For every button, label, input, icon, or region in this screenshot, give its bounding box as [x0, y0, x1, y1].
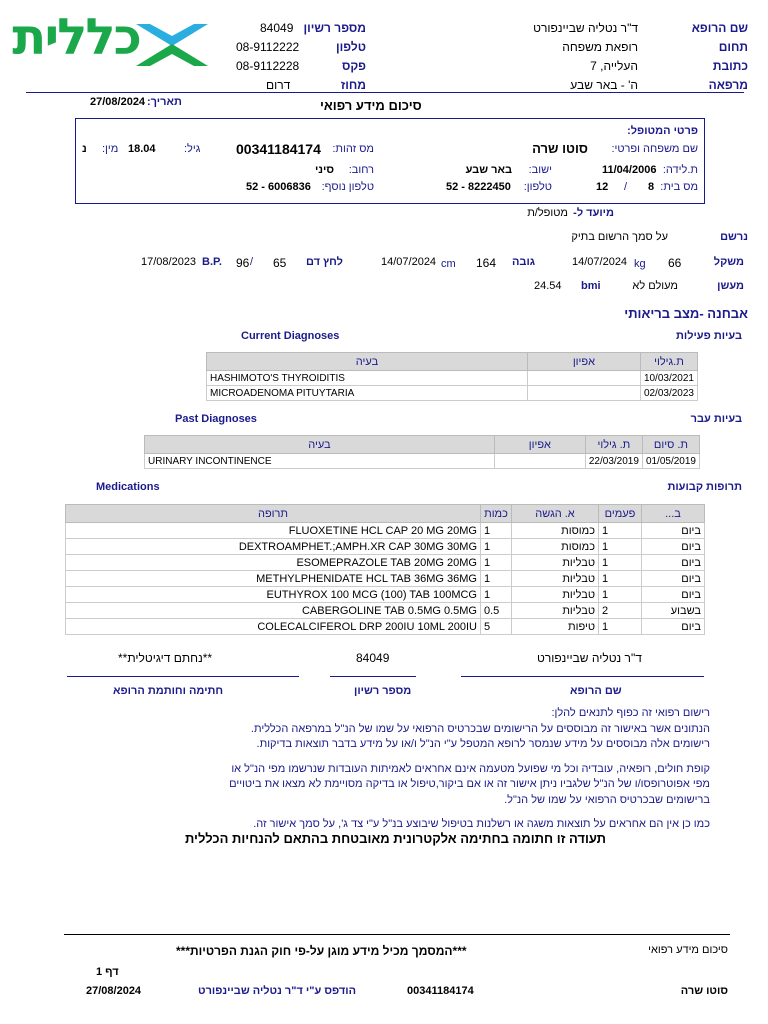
bp-date: 17/08/2023 [141, 256, 197, 268]
diagnosis-date: 02/03/2023 [640, 386, 697, 401]
past-label-he: בעיות עבר [690, 413, 742, 425]
clalit-logo [12, 8, 212, 74]
weight-value: 66 [668, 256, 682, 270]
clinic-name: ה' - באר שבע [570, 78, 638, 92]
birth-label: ת.לידה: [662, 164, 698, 176]
license-label: מספר רשיון [303, 21, 366, 35]
recorded-label: נרשם [720, 231, 748, 243]
med-quantity: 1 [481, 523, 512, 539]
birth-date: 11/04/2006 [602, 164, 657, 176]
height-date: 14/07/2024 [381, 256, 437, 268]
past-label-en: Past Diagnoses [175, 413, 257, 425]
med-drug: EUTHYROX 100 MCG (100) TAB 100MCG [66, 587, 481, 603]
col-date: ת.גילוי [640, 353, 697, 371]
signature-doctor-label: שם הרופא [570, 685, 622, 697]
med-frequency: ביום [642, 539, 705, 555]
diagnosis-title: אבחנה -מצב בריאותי [624, 306, 748, 321]
bp-separator: / [250, 256, 254, 268]
diagnosis-type [527, 371, 640, 386]
apartment-number: 12 [596, 181, 609, 193]
med-quantity: 5 [481, 619, 512, 635]
disclaimer-notes [229, 706, 710, 833]
bp-diastolic: 96 [236, 256, 250, 270]
footer-privacy: ***המסמך מכיל מידע מוגן על-פי חוק הגנת הפרטיות*** [176, 944, 467, 958]
field-label: תחום [718, 40, 748, 54]
bp-label: לחץ דם [306, 256, 343, 268]
table-row [145, 454, 700, 469]
current-label-en: Current Diagnoses [241, 330, 340, 342]
table-row [66, 619, 705, 635]
clinic-label: מרפאה [708, 78, 748, 92]
med-quantity: 1 [481, 539, 512, 555]
note-line: קופת חולים, רופאיה, עובדיה וכל מי שפועל מטעמה אינם אחראים לאמיתות העובדות שנרשמו מפי הנ"ל או [231, 762, 710, 775]
table-row [207, 371, 698, 386]
note-line: מפי אפוטרופסו/ו של הנ"ל שלגביו ניתן אישור זה או אם ביקור,טיפול או בדיקה מסויימת לא מצאו את ביטויים [229, 778, 710, 790]
table-row [207, 386, 698, 401]
patient-sex-label: מין: [102, 143, 119, 155]
col-drug: תרופה [66, 505, 481, 523]
note-line: כמו כן אין הם אחראים על תוצאות משגה או רשלנות בטיפול שיבוצע בנ"ל ע"י צד ג', על סמך אישור זה. [253, 818, 710, 830]
clinic-address: העלייה, 7 [590, 59, 638, 73]
patient-age: 18.04 [128, 143, 156, 155]
bmi-value: 24.54 [534, 280, 562, 292]
street: סיני [314, 164, 334, 176]
col-quantity: כמות [481, 505, 512, 523]
license-number: 84049 [260, 21, 294, 35]
patient-id-label: מס זהות: [332, 143, 374, 155]
med-times: 1 [599, 555, 642, 571]
patient-name-label: שם משפחה ופרטי: [611, 143, 698, 155]
med-frequency: ביום [642, 523, 705, 539]
signature-sign-label: חתימה וחותמת הרופא [113, 685, 224, 697]
col-frequency: ב... [642, 505, 705, 523]
footer-patient: סוטו שרה [680, 985, 728, 997]
patient-phone: 52 - 8222450 [446, 181, 511, 193]
weight-unit: kg [634, 258, 646, 270]
house-label: מס בית: [660, 181, 698, 193]
height-value: 164 [476, 256, 497, 270]
signature-digital: **נחתם דיגיטלית** [118, 651, 213, 665]
signature-doctor: ד"ר נטליה שביינפורט [537, 651, 642, 665]
diagnosis-date: 22/03/2019 [585, 454, 642, 469]
house-number: 8 [648, 181, 655, 193]
med-form: טיפות [512, 619, 599, 635]
diagnosis-date: 10/03/2021 [640, 371, 697, 386]
address-label: כתובת [712, 59, 748, 73]
med-drug: DEXTROAMPHET.;AMPH.XR CAP 30MG 30MG [66, 539, 481, 555]
city-label: ישוב: [528, 164, 552, 176]
col-type: אפיון [494, 436, 585, 454]
doctor-field: רופאת משפחה [562, 40, 638, 54]
col-times: פעמים [599, 505, 642, 523]
current-label-he: בעיות פעילות [675, 330, 742, 342]
note-line: רישום רפואי זה כפוף לתנאים להלן: [551, 707, 710, 719]
medications-table [65, 504, 705, 635]
col-end-date: ת. סיום [642, 436, 699, 454]
intended-label: מיועד ל- [573, 207, 614, 219]
med-frequency: ביום [642, 555, 705, 571]
med-times: 1 [599, 571, 642, 587]
fax-label: פקס [341, 59, 366, 73]
med-drug: ESOMEPRAZOLE TAB 20MG 20MG [66, 555, 481, 571]
col-type: אפיון [527, 353, 640, 371]
med-frequency: ביום [642, 587, 705, 603]
clalit-logo-text: כללית [12, 8, 140, 66]
current-diagnoses-table [206, 352, 698, 401]
med-times: 1 [599, 523, 642, 539]
diagnosis-type [527, 386, 640, 401]
certificate-text: תעודה זו חתומה בחתימה אלקטרונית מאובטחת בהתאם להנחיות הכללית [184, 831, 606, 846]
med-form: כמוסות [512, 523, 599, 539]
med-times: 2 [599, 603, 642, 619]
patient-phone2: 52 - 6006836 [246, 181, 311, 193]
footer-id: 00341184174 [407, 985, 474, 997]
med-form: טבליות [512, 603, 599, 619]
date-label: תאריך: [147, 96, 182, 108]
smoker-value: מעולם לא [632, 280, 678, 292]
past-diagnoses-table [144, 435, 700, 469]
med-times: 1 [599, 539, 642, 555]
table-row [66, 523, 705, 539]
bp-unit: B.P. [202, 256, 222, 268]
med-form: טבליות [512, 571, 599, 587]
table-row [66, 555, 705, 571]
height-unit: cm [441, 258, 456, 270]
doctor-label: שם הרופא [691, 21, 748, 35]
med-frequency: בשבוע [642, 603, 705, 619]
med-times: 1 [599, 619, 642, 635]
district-name: דרום [266, 78, 291, 92]
smoker-label: מעשן [717, 280, 744, 292]
col-problem: בעיה [145, 436, 495, 454]
date-value: 27/08/2024 [90, 96, 146, 108]
patient-phone2-label: טלפון נוסף: [321, 181, 374, 193]
med-drug: COLECALCIFEROL DRP 200IU 10ML 200IU [66, 619, 481, 635]
note-line: ברישומים שבכרטיס הרפואי על שמו של הנ"ל. [504, 793, 710, 806]
patient-phone-label: טלפון: [523, 181, 552, 193]
recorded-value: על סמך הרשום בתיק [571, 231, 668, 243]
city: באר שבע [465, 164, 512, 176]
table-row [66, 603, 705, 619]
col-problem: בעיה [207, 353, 528, 371]
height-label: גובה [512, 256, 536, 268]
bp-systolic: 65 [273, 256, 287, 270]
table-row [66, 539, 705, 555]
footer-printed-by: הודפס ע"י ד"ר נטליה שביינפורט [198, 985, 357, 997]
patient-age-label: גיל: [184, 143, 201, 155]
district-label: מחוז [340, 78, 366, 92]
signature-license-label: מספר רשיון [354, 685, 412, 697]
med-form: טבליות [512, 587, 599, 603]
intended-value: מטופל/ת [527, 207, 568, 219]
med-drug: CABERGOLINE TAB 0.5MG 0.5MG [66, 603, 481, 619]
note-line: רישומים אלה מבוססים על מידע שנמסר לרופא המטפל ע"י הנ"ל ו/או על מידע בדבר תוצאות בדיקות. [256, 738, 710, 750]
patient-section-label: פרטי המטופל: [627, 125, 698, 137]
apt-separator: / [624, 181, 628, 193]
med-times: 1 [599, 587, 642, 603]
col-form: א. הגשה [512, 505, 599, 523]
diagnosis-problem: HASHIMOTO'S THYROIDITIS [207, 371, 528, 386]
med-drug: METHYLPHENIDATE HCL TAB 36MG 36MG [66, 571, 481, 587]
diagnosis-type [494, 454, 585, 469]
med-drug: FLUOXETINE HCL CAP 20 MG 20MG [66, 523, 481, 539]
med-frequency: ביום [642, 619, 705, 635]
med-frequency: ביום [642, 571, 705, 587]
weight-date: 14/07/2024 [572, 256, 628, 268]
phone-label: טלפון [336, 40, 366, 54]
med-quantity: 1 [481, 571, 512, 587]
meds-label-he: תרופות קבועות [667, 481, 742, 493]
diagnosis-problem: MICROADENOMA PITUYTARIA [207, 386, 528, 401]
diagnosis-end-date: 01/05/2019 [642, 454, 699, 469]
signature-license: 84049 [356, 651, 390, 665]
patient-name: סוטו שרה [532, 141, 588, 156]
table-row [66, 571, 705, 587]
med-quantity: 0.5 [481, 603, 512, 619]
table-row [66, 587, 705, 603]
med-quantity: 1 [481, 555, 512, 571]
weight-label: משקל [713, 256, 744, 268]
street-label: רחוב: [348, 164, 374, 176]
note-line: הנתונים אשר באישור זה מבוססים על הרישומים שבכרטיס הרפואי על שמו של הנ"ל במרפאה הכללית. [250, 722, 710, 735]
diagnosis-problem: URINARY INCONTINENCE [145, 454, 495, 469]
med-form: כמוסות [512, 539, 599, 555]
patient-id: 00341184174 [236, 141, 321, 157]
bmi-label: bmi [581, 280, 601, 292]
meds-label-en: Medications [96, 481, 160, 493]
doctor-name: ד"ר נטליה שביינפורט [533, 21, 638, 35]
clinic-phone: 08-9112222 [236, 40, 300, 54]
col-date: ת. גילוי [585, 436, 642, 454]
footer-page: דף 1 [96, 966, 119, 978]
page-title: סיכום מידע רפואי [320, 98, 422, 113]
med-quantity: 1 [481, 587, 512, 603]
med-form: טבליות [512, 555, 599, 571]
clinic-fax: 08-9112228 [236, 59, 300, 73]
footer-doc-name: סיכום מידע רפואי [648, 944, 728, 956]
patient-box [75, 118, 705, 204]
footer-date: 27/08/2024 [86, 985, 142, 997]
patient-sex: נ [82, 143, 87, 155]
